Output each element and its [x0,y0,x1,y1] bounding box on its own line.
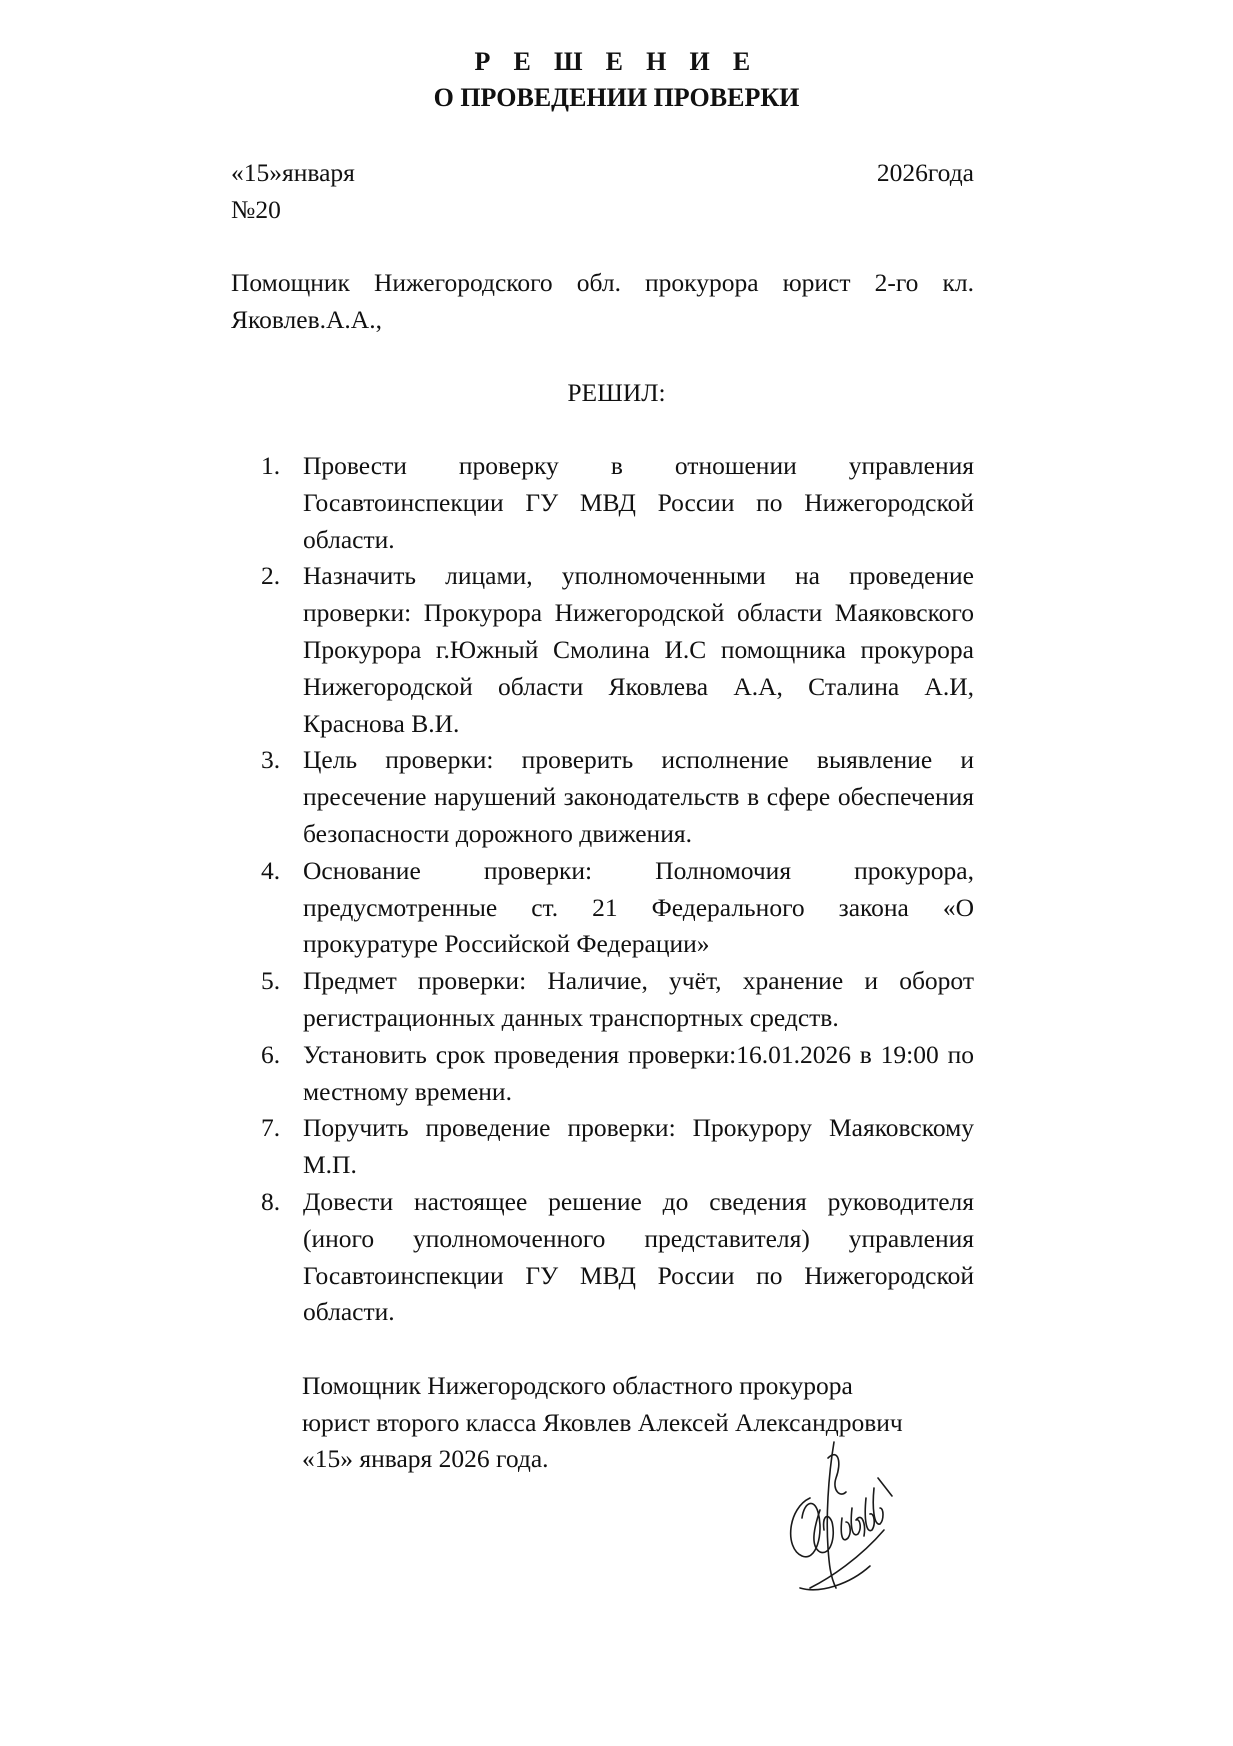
date-row [231,155,974,191]
list-item [231,853,974,963]
list-item [231,742,974,852]
decision-items-list [231,448,974,1331]
list-item [231,1110,974,1184]
intro-paragraph: Помощник Нижегородского обл. прокурора юрист 2-го кл. Яковлев.А.А., [231,268,974,334]
list-item-text: Назначить лицами, уполномоченными на проведение проверки: Прокурора Нижегородской области Маяковского Прокурора г.Южный Смолина И.С помощника прокурора Нижегородской области Яковлева А.А, Сталина А.И, Краснова В.И. [303,561,974,738]
list-item-number: 8. [261,1186,281,1216]
signature-date: «15» января 2026 года. [302,1444,549,1473]
list-item-text: Предмет проверки: Наличие, учёт, хранение и оборот регистрационных данных транспортных средств. [303,966,974,1032]
list-item-number: 4. [261,855,281,885]
list-item-text: Цель проверки: проверить исполнение выявление и пресечение нарушений законодательств в сфере обеспечения безопасности дорожного движения. [303,745,974,848]
list-item-text: Довести настоящее решение до сведения руководителя (иного уполномоченного представителя) управления Госавтоинспекции ГУ МВД России по Нижегородской области. [303,1186,974,1327]
date-day-month: «15»января [231,158,355,187]
list-item-text: Провести проверку в отношении управления Госавтоинспекции ГУ МВД России по Нижегородской области. [303,451,974,554]
list-item-number: 3. [261,745,281,775]
signer-name: юрист второго класса Яковлев Алексей Александрович [302,1407,903,1437]
list-item [231,448,974,558]
list-item-number: 2. [261,561,281,591]
signer-position: Помощник Нижегородского областного прокурора [302,1371,853,1400]
document-number: №20 [231,195,281,224]
list-item [231,1184,974,1331]
list-item-text: Поручить проведение проверки: Прокурору Маяковскому М.П. [303,1113,974,1180]
list-item-number: 5. [261,966,281,996]
document-title: Р Е Ш Е Н И Е [474,47,759,76]
list-item-number: 6. [261,1039,281,1069]
list-item [231,558,974,742]
document-subtitle: О ПРОВЕДЕНИИ ПРОВЕРКИ [433,83,800,112]
list-item-number: 7. [261,1113,281,1143]
list-item-number: 1. [261,451,281,480]
list-item-text: Основание проверки: Полномочия прокурора, предусмотренные ст. 21 Федерального закона «О прокуратуре Российской Федерации» [303,855,974,959]
list-item [231,963,974,1037]
date-year: 2026года [876,158,974,187]
resolved-heading: РЕШИЛ: [567,378,666,407]
handwritten-signature [780,1438,900,1598]
list-item-text: Установить срок проведения проверки:16.01.2026 в 19:00 по местному времени. [303,1039,974,1106]
list-item [231,1037,974,1111]
